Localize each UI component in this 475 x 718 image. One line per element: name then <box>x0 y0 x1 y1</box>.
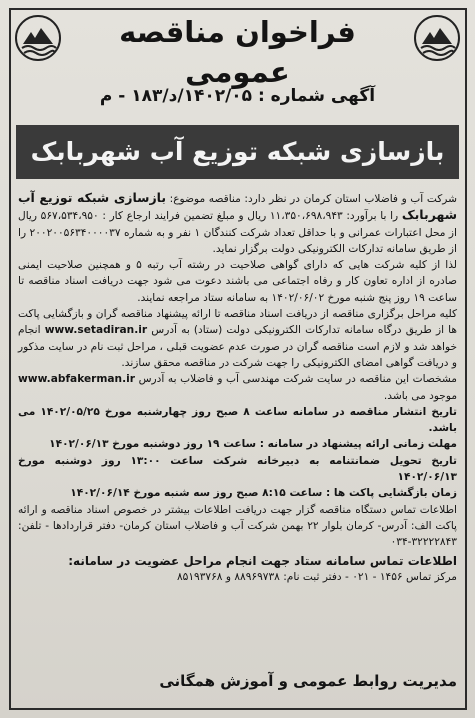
paragraph-website: مشخصات این مناقصه در سایت شرکت مهندسی آب و فاضلاب به آدرس www.abfakerman.ir موجود می باشد. <box>18 373 457 402</box>
company-logo-icon <box>14 14 62 62</box>
abfa-link[interactable]: www.abfakerman.ir <box>18 373 135 386</box>
date-opening: زمان بازگشایی پاکت ها : ساعت ۸:۱۵ صبح روز سه شنبه مورخ ۱۴۰۲/۰۶/۱۴ <box>70 487 457 500</box>
company-logo-icon <box>413 14 461 62</box>
setad-link[interactable]: www.setadiran.ir <box>44 324 148 337</box>
date-guarantee-delivery: تاریخ تحویل ضمانتنامه به دبیرخانه شرکت ساعت ۱۳:۰۰ روز دوشنبه مورخ ۱۴۰۲/۰۶/۱۳ <box>18 454 457 484</box>
project-banner: بازسازی شبکه توزیع آب شهربابک <box>16 125 459 179</box>
ad-body <box>18 190 457 585</box>
paragraph-procedure: کلیه مراحل برگزاری مناقصه از دریافت اسناد مناقصه تا ارائه پیشنهاد مناقصه گران و بازگشایی پاکت ها از طریق درگاه سامانه تدارکات الکترونیکی دولت (ستاد) به آدرس www.setadiran.ir انجام خواهد شد و لازم است مناقصه گران در صورت عدم عضویت قبلی ، مراحل ثبت نام در سایت مذکور و دریافت گواهی امضای الکترونیکی را جهت شرکت در مناقصه محقق سازند. <box>18 308 457 369</box>
project-name: بازسازی شبکه توزیع آب شهربابک <box>18 190 458 223</box>
paragraph-tender-intro: شرکت آب و فاضلاب استان کرمان در نظر دارد: مناقصه موضوع: بازسازی شبکه توزیع آب شهربابک را با برآورد: ۱۱،۳۵۰،۶۹۸،۹۴۳ ریال و مبلغ تضمین فرایند ارجاع کار : ۵۶۷،۵۳۴،۹۵۰ ریال از محل اعتبارات عمرانی و با حداقل تعداد شرکت کنندگان ۱ نفر و به شماره ۲۰۰۲۰۰۵۶۳۴۰۰۰۰۳۷ را از طریق سامانه تدارکات الکترونیکی دولت برگزار نماید. <box>18 190 458 255</box>
ad-number: آگهی شماره : ۱۴۰۲/۰۵/د/۱۸۳ - م <box>99 86 376 106</box>
date-publication: تاریخ انتشار مناقصه در سامانه ساعت ۸ صبح روز چهارشنبه مورخ ۱۴۰۲/۰۵/۲۵ می باشد. <box>18 405 457 435</box>
contact-numbers: مرکز تماس ۱۴۵۶ - ۰۲۱ - دفتر ثبت نام: ۸۸۹۶۹۷۳۸ و ۸۵۱۹۳۷۶۸ <box>176 570 457 583</box>
date-submission-deadline: مهلت زمانی ارائه پیشنهاد در سامانه : ساعت ۱۹ روز دوشنبه مورخ ۱۴۰۲/۰۶/۱۳ <box>49 438 457 451</box>
ad-title: فراخوان مناقصه عمومی <box>119 15 356 89</box>
publisher-signature: مدیریت روابط عمومی و آموزش همگانی <box>159 672 457 690</box>
paragraph-contact-info: اطلاعات تماس دستگاه مناقصه گزار جهت دریافت اطلاعات بیشتر در خصوص اسناد مناقصه و ارائه پاکت الف: آدرس- کرمان بلوار ۲۲ بهمن شرکت آب و فاضلاب استان کرمان- دفتر قراردادها - تلفن: ۳۲۲۲۲۸۴۳-۰۳۴ <box>18 503 457 549</box>
paragraph-eligibility: لذا از کلیه شرکت هایی که دارای گواهی صلاحیت در رشته آب رتبه ۵ و همچنین صلاحیت ایمنی صادره از اداره تعاون کار و رفاه اجتماعی می باشند دعوت می شود جهت دریافت اسناد مناقصه تا ساعت ۱۹ روز پنج شنبه مورخ ۱۴۰۲/۰۶/۰۲ به سامانه ستاد مراجعه نمایند. <box>18 259 458 304</box>
contact-section-title: اطلاعات تماس سامانه ستاد جهت انجام مراحل عضویت در سامانه: <box>68 553 457 568</box>
